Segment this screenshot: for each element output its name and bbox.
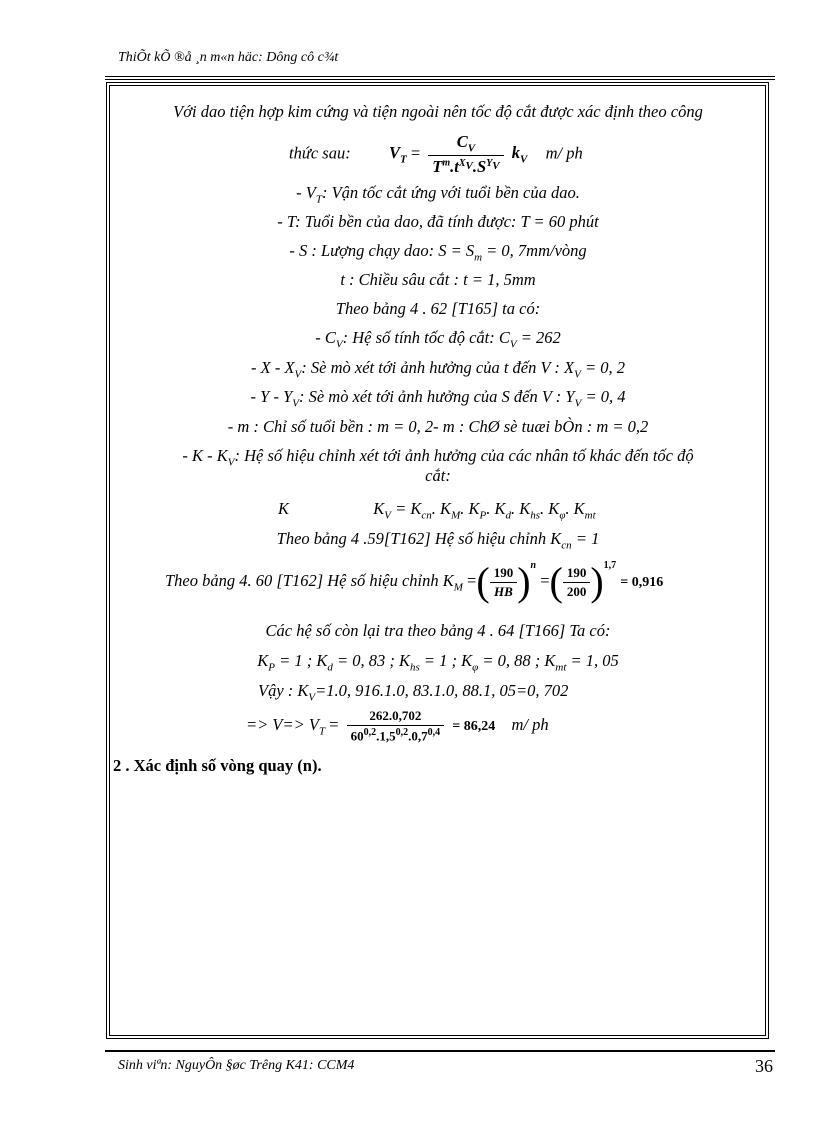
vt-den-yv: Y <box>486 157 493 169</box>
vt-lhs: V <box>388 143 400 163</box>
vt-den-s: S <box>477 157 487 177</box>
depth-definition: t : Chiều sâu cắt : t = 1, 5mm <box>340 270 536 289</box>
kv-definition-cont: cắt: <box>425 466 451 485</box>
cv-c: = 262 <box>516 328 561 347</box>
vt-def-sub: T <box>315 193 322 206</box>
s-definition <box>108 241 768 263</box>
vay-sub: V <box>308 691 316 704</box>
footer-student: Sinh viªn: NguyÔn §øc Trêng K41: CCM4 <box>118 1058 355 1073</box>
vt-den-tt: t <box>454 157 459 177</box>
vt-lhs-sub: T <box>399 153 407 166</box>
km-result: = 0,916 <box>620 575 664 590</box>
km-num2: 190 <box>563 565 591 583</box>
vt-fraction: $\frac{C_V}{T^m.t^{X_V}.S^{Y_V}}$ <box>428 132 503 177</box>
km-den2: 200 <box>566 583 587 599</box>
xv-sub2: V <box>574 368 581 381</box>
s-def-b: = 0, 7mm/vòng <box>482 241 587 260</box>
intro-line-1: Với dao tiện hợp kim cứng và tiện ngoài nên tốc độ cắt được xác định theo công <box>173 102 703 121</box>
kv-eq-sub-d: d <box>505 509 511 522</box>
xv-definition <box>108 358 768 380</box>
cv-definition <box>108 328 768 350</box>
cv-sub: V <box>335 338 343 351</box>
header-rule <box>105 76 775 80</box>
kv-eq-sub-m: M <box>451 509 461 522</box>
km-exp1: n <box>530 560 537 571</box>
yv-c: = 0, 4 <box>581 387 626 406</box>
xv-sub: V <box>294 368 302 381</box>
vt-num: C <box>456 132 468 151</box>
intro-line-2: thức sau: <box>289 143 351 163</box>
formula-vt: thức sau: $V_T$ = $\frac{C_V}{T^m.t^{X_V}.S^{Y_V}}$ $k_V$ m/ ph <box>289 132 583 177</box>
yv-definition <box>108 387 768 409</box>
yv-b: : Sè mò xét tới ảnh hưởng của S đến V : Y <box>298 387 575 406</box>
kcn-sub: cn <box>561 539 572 552</box>
kv-sub: V <box>227 456 235 469</box>
final-num: 262.0,702 <box>347 708 445 726</box>
kv-b: : Hệ số hiệu chỉnh xét tới ảnh hưởng của các nhân tố khác đến tốc độ <box>234 446 694 465</box>
km-den1: HB <box>494 583 513 599</box>
xv-b: : Sè mò xét tới ảnh hưởng của t đến V : X <box>301 358 575 377</box>
vt-k-sub: V <box>520 153 528 166</box>
footer-rule <box>105 1050 775 1052</box>
km-num1: 190 <box>490 565 518 583</box>
xv-a: - X - X <box>251 358 295 377</box>
kv-definition <box>108 446 768 468</box>
s-def-sub: m <box>474 251 483 264</box>
final-result: = 86,24 <box>452 718 496 734</box>
yv-a: - Y - Y <box>250 387 293 406</box>
table-reference: Theo bảng 4 . 62 [T165] ta có: <box>335 299 541 318</box>
kv-equation: K $K_V = K_{cn}$. $K_M$. $K_P$. $K_d$. $K_{hs}$. $K_\varphi$. $K_{mt}$ <box>278 499 596 522</box>
km-sub: M <box>453 581 463 594</box>
cv-sub2: V <box>509 338 517 351</box>
final-unit: m/ ph <box>511 714 549 734</box>
final-line: => $V=> V_T$ = $\frac{262.0,702}{60^{0,2}.1,5^{0,2}.0,7^{0,4}}$ = 86,24 m/ ph <box>246 708 549 744</box>
kv-eq-sub-phi: φ <box>559 509 566 522</box>
others-values: $K_P = 1$ ; $K_d = 0$, 83 ; $K_{hs} = 1$ ; $K_\varphi = 0$, 88 ; $K_{mt} = 1$, 05 <box>257 651 619 674</box>
final-den: 60 <box>350 728 364 744</box>
kcn-line <box>108 529 768 551</box>
yv-sub2: V <box>574 397 582 410</box>
final-a: => V=> V <box>246 714 319 734</box>
vt-k: k <box>511 143 521 163</box>
vt-unit: m/ ph <box>545 143 583 163</box>
vay-a: Vậy : K <box>258 681 309 700</box>
kv-eq-sub-hs: hs <box>530 509 541 522</box>
page-header-title: ThiÕt kÕ ®å ¸n m«n häc: Dông cô c¾t <box>118 50 339 65</box>
kv-eq-k: K <box>278 499 290 518</box>
km-exp2: 1,7 <box>603 560 617 571</box>
vt-den-m: m <box>442 157 451 169</box>
vt-den-t: T <box>432 157 443 177</box>
section-heading: 2 . Xác định số vòng quay (n). <box>113 756 322 775</box>
others-reference: Các hệ số còn lại tra theo bảng 4 . 64 [T166] Ta có: <box>265 621 611 640</box>
vay-line <box>258 681 568 703</box>
kv-a: - K - K <box>182 446 228 465</box>
page-number: 36 <box>755 1056 773 1076</box>
km-line: Theo bảng 4. 60 [T162] Hệ số hiệu chỉnh $K_M$ =( $\frac{190}{HB}$ )$^n$ =( $\frac{190}{200}$ )$^{1,7}$ = 0,916 <box>165 559 664 605</box>
cv-a: - C <box>315 328 336 347</box>
yv-sub: V <box>292 397 299 410</box>
kcn-a: Theo bảng 4 .59[T162] Hệ số hiệu chỉnh K <box>276 529 562 548</box>
s-def-a: - S : Lượng chạy dao: S = S <box>289 241 475 260</box>
kv-eq-sub-mt: mt <box>584 509 596 522</box>
t-definition: - T: Tuổi bền của dao, đã tính được: T = 60 phút <box>277 212 599 231</box>
vt-num-sub: V <box>467 142 476 155</box>
vt-den-xv-sub: V <box>465 159 473 172</box>
cv-b: : Hệ số tính tốc độ cắt: C <box>342 328 510 347</box>
vt-definition <box>108 183 768 205</box>
kv-eq-sub-v: V <box>384 509 392 522</box>
kv-eq-sub-p: P <box>479 509 487 522</box>
final-sub: T <box>318 725 326 738</box>
kv-eq-sub-cn: cn <box>421 509 432 522</box>
vay-b: =1.0, 916.1.0, 83.1.0, 88.1, 05=0, 702 <box>315 681 569 700</box>
vt-def-rest: : Vận tốc cắt ứng với tuổi bền của dao. <box>321 183 580 202</box>
m-definition: - m : Chỉ số tuổi bền : m = 0, 2- m : ChØ sè tuæi bÒn : m = 0,2 <box>227 417 649 436</box>
vt-def-a: - V <box>296 183 316 202</box>
kcn-b: = 1 <box>571 529 600 548</box>
km-a: Theo bảng 4. 60 [T162] Hệ số hiệu chỉnh K <box>165 571 454 590</box>
xv-c: = 0, 2 <box>580 358 625 377</box>
vt-den-yv-sub: V <box>492 159 500 172</box>
vt-den-xv: X <box>458 157 466 169</box>
